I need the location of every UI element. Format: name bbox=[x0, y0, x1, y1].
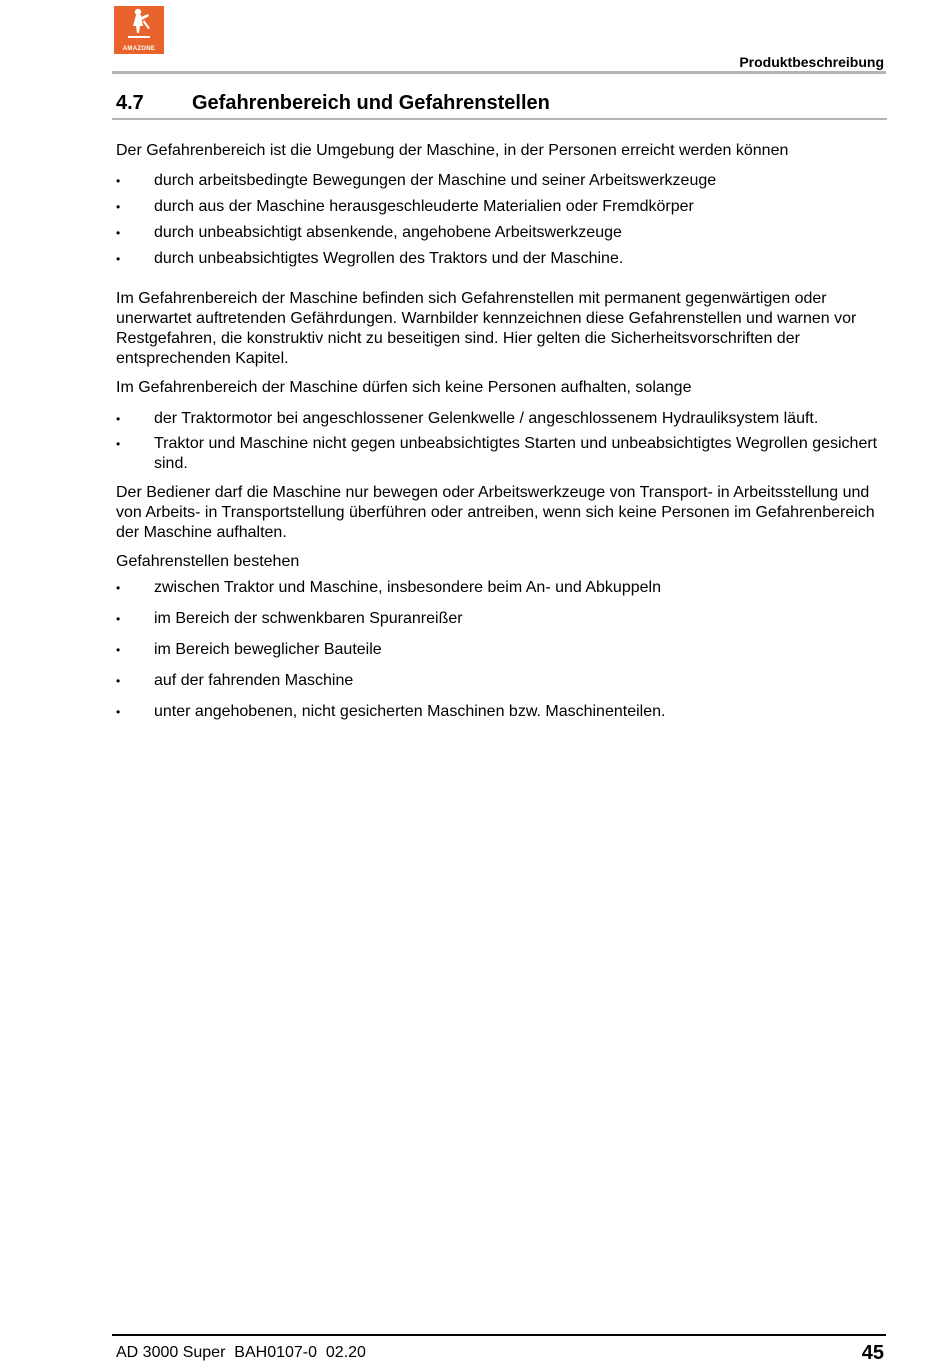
page-content bbox=[116, 141, 886, 722]
list-item: • im Bereich der schwenkbaren Spuranreißer bbox=[116, 609, 886, 629]
section-heading bbox=[116, 92, 550, 115]
list-item: • der Traktormotor bei angeschlossener Gelenkwelle / angeschlossenem Hydrauliksystem läuft. bbox=[116, 409, 886, 429]
operator-paragraph: Der Bediener darf die Maschine nur bewegen oder Arbeitswerkzeuge von Transport- in Arbeitsstellung und von Arbeits- in Transportstellung überführen oder antreiben, wenn sich keine Personen im Gefahrenbereich der Maschine aufhalten. bbox=[116, 484, 875, 541]
list-item: • durch arbeitsbedingte Bewegungen der Maschine und seiner Arbeitswerkzeuge bbox=[116, 171, 886, 191]
list-item: • zwischen Traktor und Maschine, insbesondere beim An- und Abkuppeln bbox=[116, 578, 886, 598]
danger-area-causes-list bbox=[116, 171, 886, 269]
section-divider bbox=[112, 118, 887, 120]
points-exist-paragraph: Gefahrenstellen bestehen bbox=[116, 553, 300, 570]
amazone-logo bbox=[114, 6, 164, 54]
logo-text: AMAZONE bbox=[122, 46, 156, 52]
no-persons-paragraph: Im Gefahrenbereich der Maschine dürfen sich keine Personen aufhalten, solange bbox=[116, 379, 692, 396]
header-divider bbox=[112, 71, 886, 74]
list-item: • durch aus der Maschine herausgeschleuderte Materialien oder Fremdkörper bbox=[116, 197, 886, 217]
section-number: 4.7 bbox=[116, 92, 144, 114]
footer-divider bbox=[112, 1334, 886, 1336]
list-item: • durch unbeabsichtigt absenkende, angehobene Arbeitswerkzeuge bbox=[116, 223, 886, 243]
no-persons-conditions-list bbox=[116, 409, 886, 474]
list-item: • durch unbeabsichtigtes Wegrollen des Traktors und der Maschine. bbox=[116, 249, 886, 269]
sower-icon bbox=[114, 6, 164, 46]
danger-points-list bbox=[116, 578, 886, 722]
list-item: • Traktor und Maschine nicht gegen unbeabsichtigtes Starten und unbeabsichtigtes Wegrollen gesichert sind. bbox=[116, 434, 886, 474]
list-item: • auf der fahrenden Maschine bbox=[116, 671, 886, 691]
page-number: 45 bbox=[861, 1342, 884, 1364]
section-title: Gefahrenbereich und Gefahrenstellen bbox=[192, 92, 550, 114]
footer-doc-info: AD 3000 Super BAH0107-0 02.20 bbox=[116, 1344, 366, 1361]
danger-points-paragraph: Im Gefahrenbereich der Maschine befinden sich Gefahrenstellen mit permanent gegenwärtigen oder unerwartet auftretenden Gefährdungen. Warnbilder kennzeichnen diese Gefahrenstellen und warnen vor Restgefahren, die konstruktiv nicht zu beseitigen sind. Hier gelten die Sicherheitsvorschriften der entsprechenden Kapitel. bbox=[116, 290, 857, 367]
chapter-title: Produktbeschreibung bbox=[739, 54, 884, 70]
intro-paragraph: Der Gefahrenbereich ist die Umgebung der Maschine, in der Personen erreicht werden können bbox=[116, 142, 789, 159]
list-item: • unter angehobenen, nicht gesicherten Maschinen bzw. Maschinenteilen. bbox=[116, 702, 886, 722]
list-item: • im Bereich beweglicher Bauteile bbox=[116, 640, 886, 660]
